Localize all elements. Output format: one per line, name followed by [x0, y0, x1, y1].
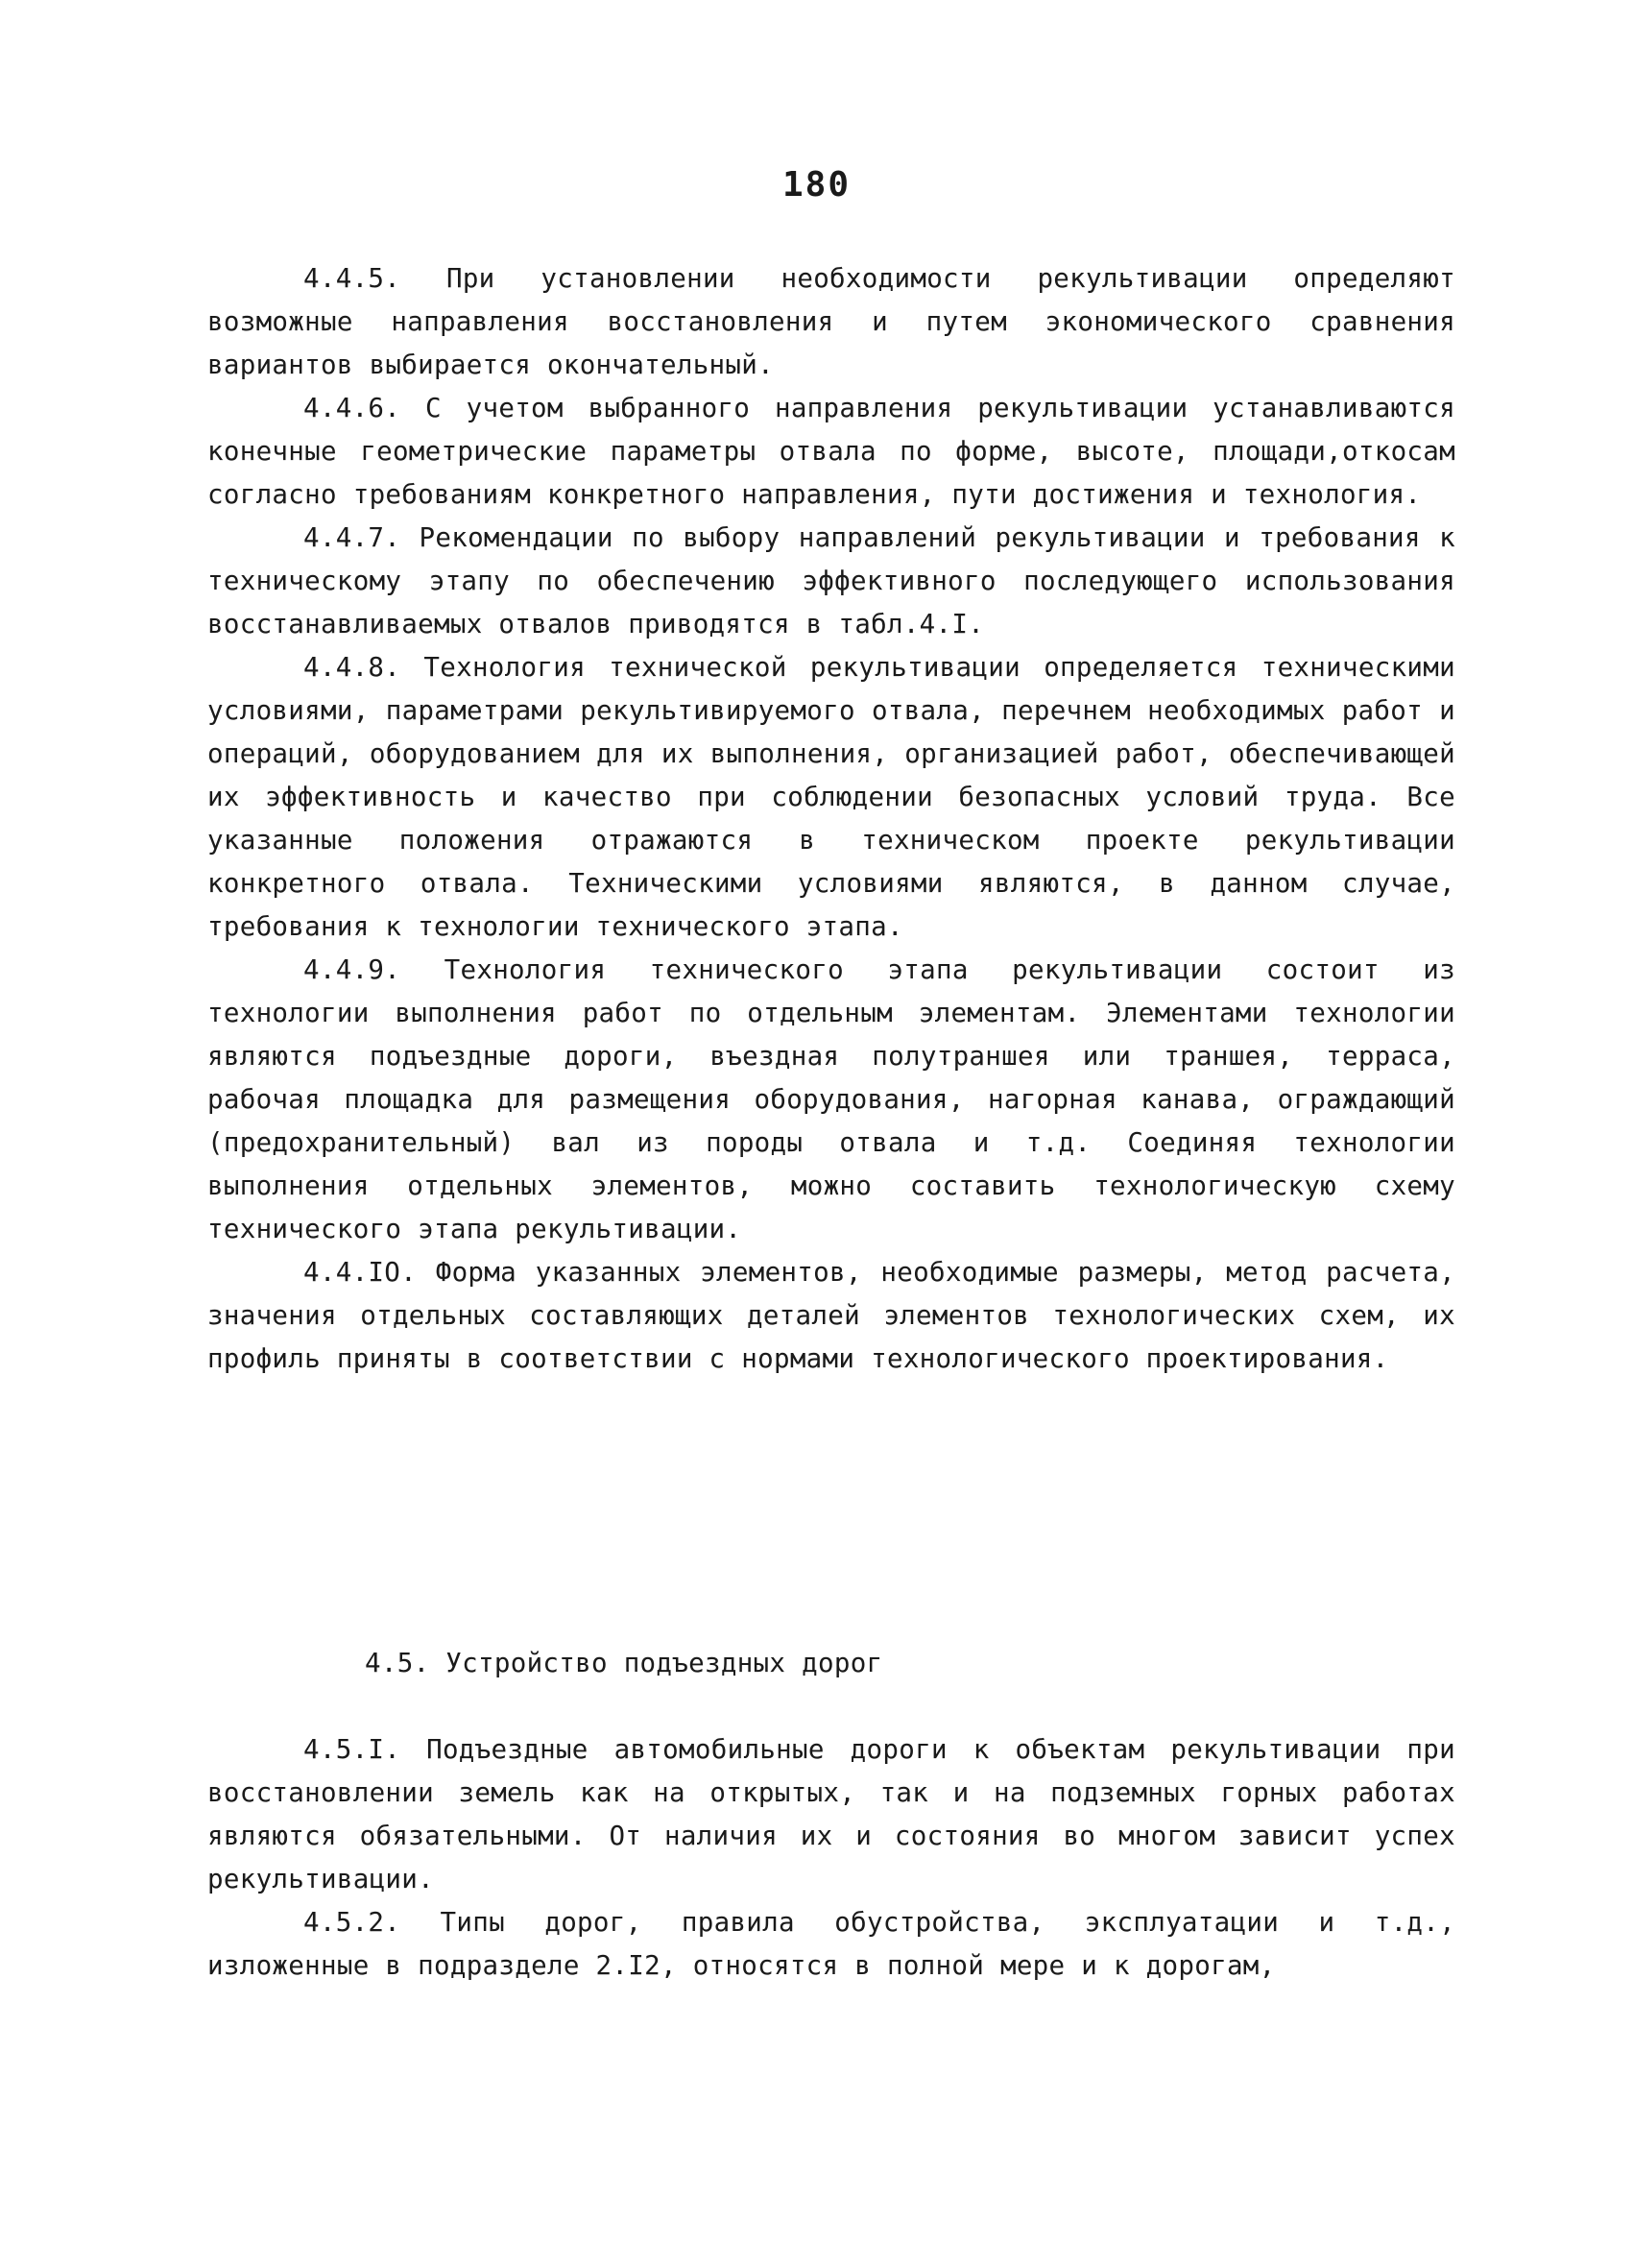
page-number: 180 [781, 165, 852, 205]
paragraph-4-4-8: 4.4.8. Технология технической рекультивации определяется техническими условиями, параметрами рекультивируемого отвала, перечнем необходимых работ и операций, оборудованием для их выполнения, организацией работ, обеспечивающей их эффективность и качество при соблюдении безопасных условий труда. Все указанные положения отражаются в техническом проекте рекультивации конкретного отвала. Техническими условиями являются, в данном случае, требования к технологии технического этапа. [207, 652, 1455, 942]
paragraph-4-4-5: 4.4.5. При установлении необходимости рекультивации определяют возможные направления восстановления и путем экономического сравнения вариантов выбирается окончательный. [207, 263, 1455, 380]
paragraph-4-5-2: 4.5.2. Типы дорог, правила обустройства, эксплуатации и т.д., изложенные в подразделе 2.I2, относятся в полной мере и к дорогам, [207, 1907, 1455, 1981]
paragraph-4-4-6: 4.4.6. С учетом выбранного направления рекультивации устанавливаются конечные геометрические параметры отвала по форме, высоте, площади,откосам согласно требованиям конкретного направления, пути достижения и технология. [207, 393, 1455, 510]
paragraph-4-5-1: 4.5.I. Подъездные автомобильные дороги к объектам рекультивации при восстановлении земель как на открытых, так и на подземных горных работах являются обязательными. От наличия их и состояния во многом зависит успех рекультивации. [207, 1734, 1455, 1894]
paragraph-4-4-10: 4.4.IO. Форма указанных элементов, необходимые размеры, метод расчета, значения отдельных составляющих деталей элементов технологических схем, их профиль приняты в соответствии с нормами технологического проектирования. [207, 1257, 1455, 1374]
paragraph-4-4-7: 4.4.7. Рекомендации по выбору направлений рекультивации и требования к техническому этапу по обеспечению эффективного последующего использования восстанавливаемых отвалов приводятся в табл.4.I. [207, 522, 1455, 639]
body-text-top [207, 257, 1455, 1381]
body-text-bottom [207, 1728, 1455, 1988]
paragraph-4-4-9: 4.4.9. Технология технического этапа рекультивации состоит из технологии выполнения работ по отдельным элементам. Элементами технологии являются подъездные дороги, въездная полутраншея или траншея, терраса, рабочая площадка для размещения оборудования, нагорная канава, ограждающий (предохранительный) вал из породы отвала и т.д. Соединяя технологии выполнения отдельных элементов, можно составить технологическую схему технического этапа рекультивации. [207, 954, 1455, 1244]
section-heading: 4.5. Устройство подъездных дорог [365, 1648, 883, 1678]
